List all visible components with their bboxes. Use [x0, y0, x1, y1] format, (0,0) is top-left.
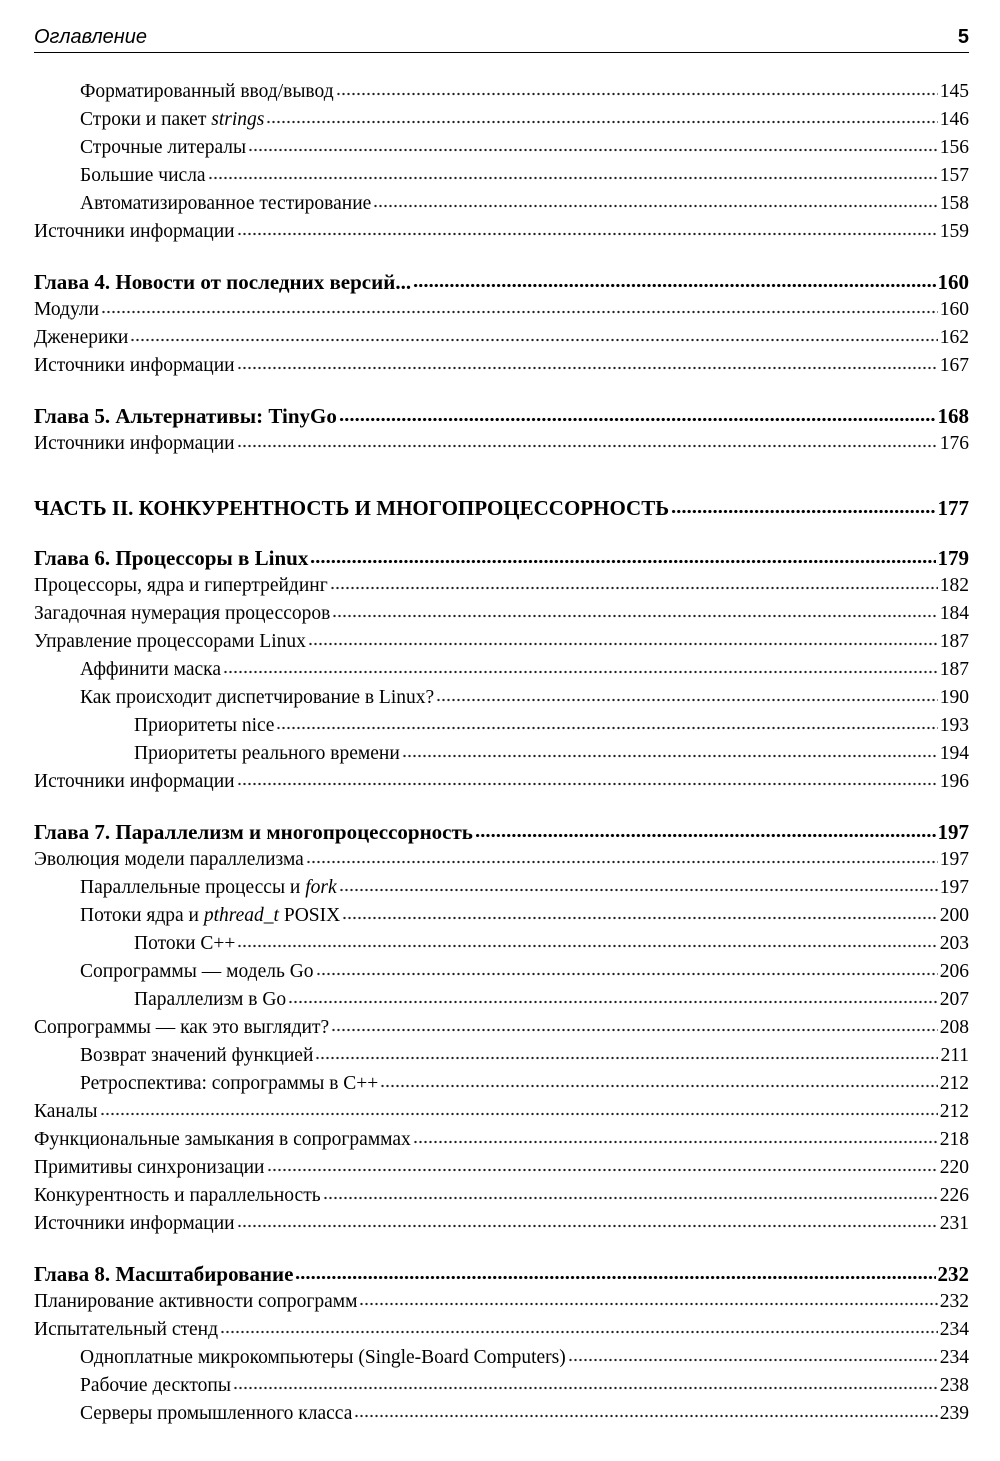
toc-entry-page: 218 [939, 1129, 969, 1150]
toc-entry-label: Параллельные процессы и fork [80, 877, 337, 898]
toc-entry[interactable] [34, 1288, 969, 1316]
dot-leader [266, 120, 937, 124]
toc-entry-label: Источники информации [34, 221, 235, 242]
dot-leader [671, 509, 935, 514]
toc-entry-label: Строки и пакет strings [80, 109, 265, 130]
toc-entry[interactable] [34, 930, 969, 958]
toc-entry-label: Планирование активности сопрограмм [34, 1291, 358, 1312]
dot-leader [331, 1028, 938, 1032]
page-number: 5 [957, 26, 969, 48]
toc-entry-page: 167 [939, 355, 969, 376]
toc-entry-page: 220 [939, 1157, 969, 1178]
toc-entry-label: Конкурентность и параллельность [34, 1185, 321, 1206]
toc-entry-page: 231 [939, 1213, 969, 1234]
dot-leader [436, 698, 938, 702]
toc-entry-page: 234 [939, 1347, 969, 1368]
chapter-page: 232 [937, 1262, 969, 1286]
toc-entry-page: 226 [939, 1185, 969, 1206]
toc-entry-label: Автоматизированное тестирование [80, 193, 372, 214]
chapter-title: Глава 4. Новости от последних версий... [34, 270, 412, 294]
toc-entry-label: Потоки ядра и pthread_t POSIX [80, 905, 341, 926]
dot-leader [413, 1140, 938, 1144]
dot-leader [380, 1084, 937, 1088]
chapter-title: Глава 7. Параллелизм и многопроцессорность [34, 820, 473, 844]
toc-entry[interactable] [34, 1126, 969, 1154]
dot-leader [237, 366, 938, 370]
toc-entry[interactable] [34, 78, 969, 106]
dot-leader [339, 888, 938, 892]
toc-entry[interactable] [34, 162, 969, 190]
dot-leader [310, 559, 935, 564]
part-title: ЧАСТЬ II. КОНКУРЕНТНОСТЬ И МНОГОПРОЦЕССОРНОСТЬ [34, 496, 670, 520]
toc-entry-page: 212 [939, 1073, 969, 1094]
toc-entry-label: Источники информации [34, 771, 235, 792]
dot-leader [237, 1224, 938, 1228]
toc-chapter-8[interactable] [34, 1260, 969, 1288]
toc-entry-page: 158 [939, 193, 969, 214]
toc-entry-label: Источники информации [34, 1213, 235, 1234]
toc-entry-page: 145 [939, 81, 969, 102]
toc-entry[interactable] [34, 902, 969, 930]
dot-leader [248, 148, 938, 152]
part-page: 177 [937, 496, 969, 520]
toc-entry[interactable] [34, 1372, 969, 1400]
toc-entry-page: 197 [939, 849, 969, 870]
dot-leader [237, 444, 938, 448]
toc-entry-label: Серверы промышленного класса [80, 1403, 353, 1424]
toc-part-2[interactable] [34, 494, 969, 522]
toc-entry-label: Модули [34, 299, 100, 320]
toc-entry[interactable] [34, 1316, 969, 1344]
dot-leader [237, 232, 938, 236]
toc-entry[interactable] [34, 218, 969, 246]
toc-entry[interactable] [34, 712, 969, 740]
toc-entry-page: 200 [939, 905, 969, 926]
dot-leader [208, 176, 938, 180]
toc-entry-label: Приоритеты nice [134, 715, 275, 736]
dot-leader [373, 204, 937, 208]
toc-entry[interactable] [34, 656, 969, 684]
toc-entry-label: Одноплатные микрокомпьютеры (Single-Board Computers) [80, 1347, 566, 1368]
toc-entry-label: Рабочие десктопы [80, 1375, 231, 1396]
page-header [34, 24, 969, 53]
chapter-page: 168 [937, 404, 969, 428]
dot-leader [413, 283, 935, 288]
toc-entry-page: 184 [939, 603, 969, 624]
toc-entry[interactable] [34, 296, 969, 324]
dot-leader [295, 1275, 935, 1280]
toc-entry-label: Загадочная нумерация процессоров [34, 603, 331, 624]
dot-leader [402, 754, 938, 758]
toc-entry[interactable] [34, 986, 969, 1014]
toc-entry-label: Форматированный ввод/вывод [80, 81, 334, 102]
dot-leader [342, 916, 938, 920]
toc-entry-label: Эволюция модели параллелизма [34, 849, 304, 870]
toc-entry[interactable] [34, 1014, 969, 1042]
toc-entry[interactable] [34, 572, 969, 600]
toc-entry-page: 187 [939, 659, 969, 680]
toc-entry[interactable] [34, 958, 969, 986]
toc-entry[interactable] [34, 352, 969, 380]
toc-entry[interactable] [34, 600, 969, 628]
dot-leader [100, 1112, 938, 1116]
toc-entry-page: 190 [939, 687, 969, 708]
dot-leader [339, 417, 936, 422]
chapter-title: Глава 6. Процессоры в Linux [34, 546, 309, 570]
dot-leader [475, 833, 936, 838]
toc-entry-page: 206 [939, 961, 969, 982]
toc-entry-label: Приоритеты реального времени [134, 743, 400, 764]
toc-entry-page: 207 [939, 989, 969, 1010]
toc-entry[interactable] [34, 1210, 969, 1238]
toc-entry-label: Как происходит диспетчирование в Linux? [80, 687, 435, 708]
chapter-title: Глава 8. Масштабирование [34, 1262, 294, 1286]
toc-entry-page: 187 [939, 631, 969, 652]
dot-leader [308, 642, 938, 646]
toc-entry-label: Управление процессорами Linux [34, 631, 306, 652]
toc-entry-label: Источники информации [34, 433, 235, 454]
chapter-page: 179 [937, 546, 969, 570]
table-of-contents [34, 78, 969, 1428]
toc-entry-page: 182 [939, 575, 969, 596]
toc-entry[interactable] [34, 1098, 969, 1126]
toc-entry[interactable] [34, 740, 969, 768]
toc-entry[interactable] [34, 846, 969, 874]
toc-entry-label: Возврат значений функцией [80, 1045, 314, 1066]
dot-leader [568, 1358, 938, 1362]
dot-leader [220, 1330, 938, 1334]
toc-entry-label: Сопрограммы — как это выглядит? [34, 1017, 330, 1038]
toc-entry-page: 160 [939, 299, 969, 320]
toc-entry-page: 239 [939, 1403, 969, 1424]
toc-entry-page: 159 [939, 221, 969, 242]
toc-entry-page: 157 [939, 165, 969, 186]
toc-entry-page: 208 [939, 1017, 969, 1038]
toc-entry-page: 146 [939, 109, 969, 130]
dot-leader [237, 782, 938, 786]
toc-entry[interactable] [34, 768, 969, 796]
toc-entry-page: 162 [939, 327, 969, 348]
toc-entry[interactable] [34, 1154, 969, 1182]
toc-entry-page: 211 [940, 1045, 969, 1066]
toc-entry[interactable] [34, 430, 969, 458]
toc-entry-label: Большие числа [80, 165, 206, 186]
dot-leader [359, 1302, 937, 1306]
toc-entry[interactable] [34, 1182, 969, 1210]
toc-entry-label: Испытательный стенд [34, 1319, 219, 1340]
dot-leader [330, 586, 938, 590]
toc-entry-page: 232 [939, 1291, 969, 1312]
toc-entry[interactable] [34, 874, 969, 902]
toc-entry[interactable] [34, 628, 969, 656]
dot-leader [316, 972, 938, 976]
toc-chapter-7[interactable] [34, 818, 969, 846]
toc-entry-page: 156 [939, 137, 969, 158]
toc-entry-page: 234 [939, 1319, 969, 1340]
running-header-title: Оглавление [34, 26, 148, 48]
toc-entry-page: 212 [939, 1101, 969, 1122]
dot-leader [130, 338, 937, 342]
toc-entry-label: Процессоры, ядра и гипертрейдинг [34, 575, 328, 596]
chapter-page: 160 [937, 270, 969, 294]
dot-leader [306, 860, 938, 864]
toc-entry-label: Параллелизм в Go [134, 989, 287, 1010]
dot-leader [101, 310, 938, 314]
toc-entry[interactable] [34, 1344, 969, 1372]
toc-entry-label: Функциональные замыкания в сопрограммах [34, 1129, 411, 1150]
toc-chapter-5[interactable] [34, 402, 969, 430]
toc-entry-page: 203 [939, 933, 969, 954]
toc-entry-page: 196 [939, 771, 969, 792]
chapter-title: Глава 5. Альтернативы: TinyGo [34, 404, 337, 428]
toc-entry-label: Дженерики [34, 327, 129, 348]
toc-entry[interactable] [34, 1042, 969, 1070]
dot-leader [267, 1168, 938, 1172]
dot-leader [288, 1000, 938, 1004]
toc-entry-label: Строчные литералы [80, 137, 247, 158]
toc-entry-label: Источники информации [34, 355, 235, 376]
toc-entry[interactable] [34, 1400, 969, 1428]
toc-entry[interactable] [34, 106, 969, 134]
toc-entry-label: Аффинити маска [80, 659, 221, 680]
toc-chapter-4[interactable] [34, 268, 969, 296]
toc-entry-label: Потоки C++ [134, 933, 236, 954]
dot-leader [276, 726, 937, 730]
dot-leader [323, 1196, 938, 1200]
dot-leader [315, 1056, 938, 1060]
dot-leader [233, 1386, 938, 1390]
toc-entry-page: 197 [939, 877, 969, 898]
toc-entry[interactable] [34, 190, 969, 218]
toc-entry[interactable] [34, 684, 969, 712]
toc-entry[interactable] [34, 1070, 969, 1098]
toc-entry-page: 176 [939, 433, 969, 454]
chapter-page: 197 [937, 820, 969, 844]
dot-leader [223, 670, 938, 674]
toc-entry-page: 194 [939, 743, 969, 764]
toc-entry-page: 238 [939, 1375, 969, 1396]
toc-entry-label: Сопрограммы — модель Go [80, 961, 314, 982]
toc-entry[interactable] [34, 134, 969, 162]
toc-chapter-6[interactable] [34, 544, 969, 572]
dot-leader [332, 614, 937, 618]
toc-entry-page: 193 [939, 715, 969, 736]
toc-entry-label: Каналы [34, 1101, 98, 1122]
dot-leader [237, 944, 937, 948]
toc-entry[interactable] [34, 324, 969, 352]
dot-leader [336, 92, 938, 96]
toc-entry-label: Примитивы синхронизации [34, 1157, 265, 1178]
dot-leader [354, 1414, 937, 1418]
toc-entry-label: Ретроспектива: сопрограммы в C++ [80, 1073, 379, 1094]
